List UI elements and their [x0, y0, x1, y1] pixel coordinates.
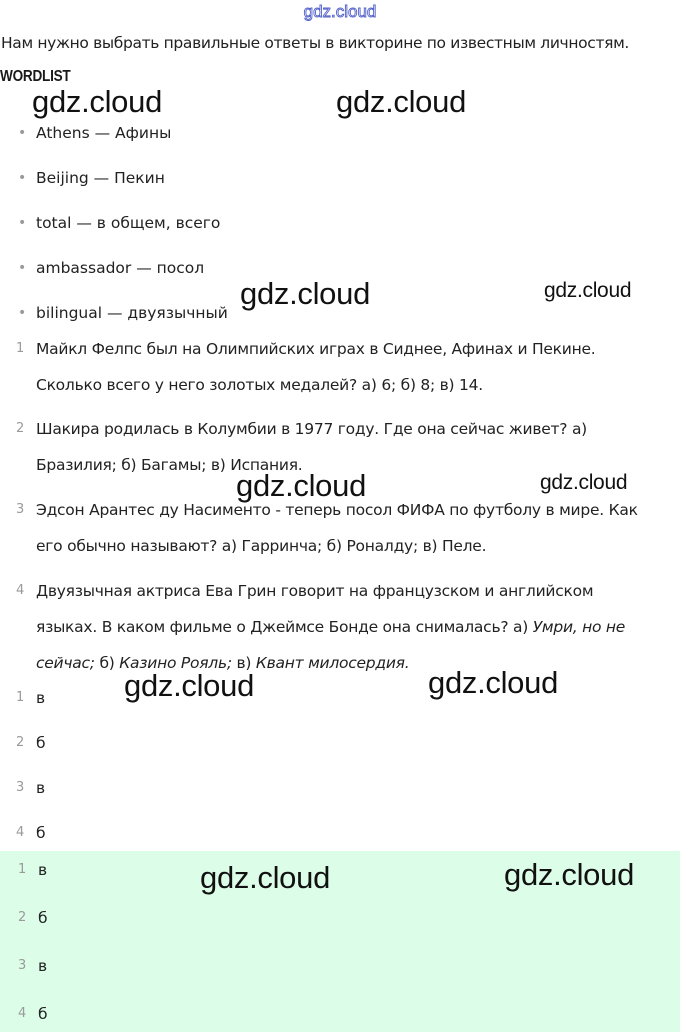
answer-number: 1	[16, 690, 25, 705]
answer-value: в	[36, 689, 46, 707]
watermark: gdz.cloud	[504, 857, 635, 892]
question-segment: б)	[94, 654, 120, 672]
highlighted-answer-number: 2	[18, 910, 27, 925]
question-line	[36, 609, 676, 645]
question-line: Двуязычная актриса Ева Грин говорит на французском и английском	[36, 582, 594, 600]
question-italic-segment: Квант милосердия.	[255, 654, 410, 672]
question-line: Эдсон Арантес ду Насименто - теперь посол ФИФА по футболу в мире. Как	[36, 501, 638, 519]
question-italic-segment: Умри, но не	[532, 618, 626, 636]
watermark: gdz.cloud	[336, 84, 467, 119]
bullet-icon: •	[18, 305, 27, 321]
answer-value: б	[36, 824, 46, 842]
highlighted-answer-value: б	[38, 1005, 48, 1023]
question-line: его обычно называют? а) Гарринча; б) Роналду; в) Пеле.	[36, 537, 487, 555]
answer-value: в	[36, 779, 46, 797]
highlighted-answer-number: 4	[18, 1006, 27, 1021]
wordlist-title: WORDLIST	[0, 68, 71, 85]
question-text	[36, 573, 676, 681]
watermark: gdz.cloud	[544, 279, 632, 302]
bullet-icon: •	[18, 260, 27, 276]
bullet-icon: •	[18, 215, 27, 231]
question-number: 1	[16, 341, 25, 356]
question-italic-segment: сейчас;	[36, 654, 95, 672]
question-number: 4	[16, 583, 25, 598]
question-line: Шакира родилась в Колумбии в 1977 году. Где она сейчас живет? а)	[36, 420, 587, 438]
question-number: 3	[16, 502, 25, 517]
wordlist-item: bilingual — двуязычный	[36, 304, 228, 322]
question-text	[36, 331, 676, 403]
highlighted-answer-value: в	[38, 957, 48, 975]
question-segment: языках. В каком фильме о Джеймсе Бонде она снималась? а)	[36, 618, 533, 636]
answer-number: 4	[16, 825, 25, 840]
question-italic-segment: Казино Рояль;	[119, 654, 232, 672]
wordlist-item: ambassador — посол	[36, 259, 205, 277]
watermark: gdz.cloud	[428, 665, 559, 700]
question-segment: в)	[231, 654, 256, 672]
highlighted-answer-number: 3	[18, 958, 27, 973]
question-line: Сколько всего у него золотых медалей? а) 6; б) 8; в) 14.	[36, 376, 483, 394]
highlighted-answer-number: 1	[18, 862, 27, 877]
watermark: gdz.cloud	[200, 860, 331, 895]
highlighted-answer-value: б	[38, 909, 48, 927]
watermark: gdz.cloud	[124, 668, 255, 703]
watermark: gdz.cloud	[236, 468, 367, 503]
answer-number: 3	[16, 780, 25, 795]
wordlist-item: Beijing — Пекин	[36, 169, 165, 187]
answer-number: 2	[16, 735, 25, 750]
highlighted-answer-value: в	[38, 861, 48, 879]
question-line: Майкл Фелпс был на Олимпийских играх в Сиднее, Афинах и Пекине.	[36, 340, 596, 358]
bullet-icon: •	[18, 125, 27, 141]
wordlist-item: total — в общем, всего	[36, 214, 221, 232]
watermark: gdz.cloud	[540, 471, 628, 494]
intro-text: Нам нужно выбрать правильные ответы в викторине по известным личностям.	[1, 34, 630, 52]
wordlist-item: Athens — Афины	[36, 124, 172, 142]
question-line: Бразилия; б) Багамы; в) Испания.	[36, 456, 303, 474]
answer-value: б	[36, 734, 46, 752]
question-number: 2	[16, 421, 25, 436]
watermark: gdz.cloud	[32, 84, 163, 119]
site-logo[interactable]: gdz.cloud	[303, 2, 377, 21]
watermark: gdz.cloud	[240, 276, 371, 311]
bullet-icon: •	[18, 170, 27, 186]
